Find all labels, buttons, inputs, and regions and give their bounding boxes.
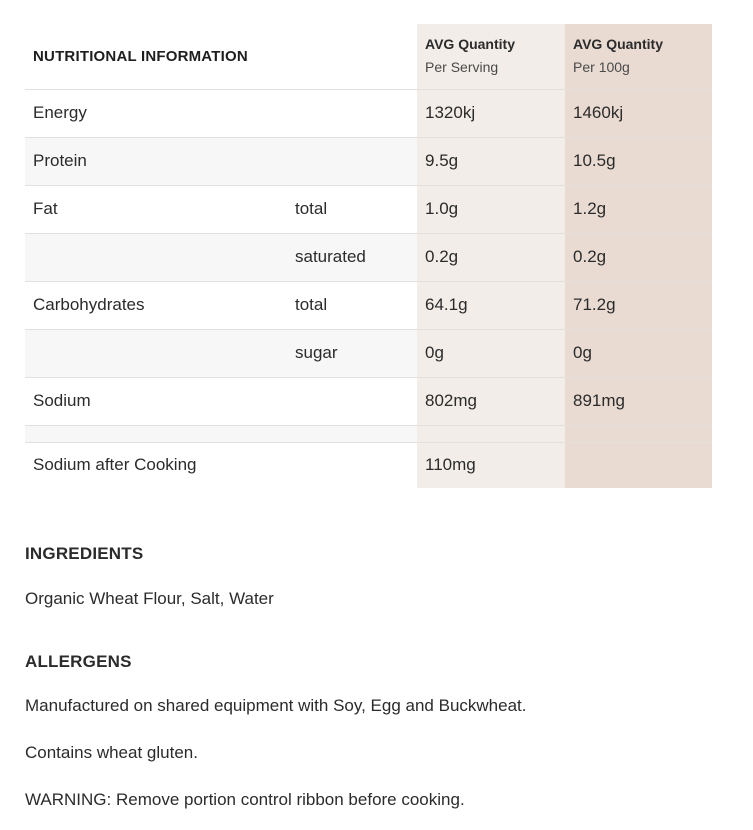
- header-per-100g-main: AVG Quantity: [573, 36, 663, 52]
- row-sublabel: total: [295, 199, 328, 218]
- row-sublabel: [287, 442, 417, 488]
- row-sublabel: total: [295, 295, 328, 314]
- header-per-serving: [417, 24, 565, 89]
- row-label: Sodium: [33, 391, 91, 410]
- row-per-100g: [565, 425, 712, 442]
- row-label: Energy: [33, 103, 87, 122]
- row-per-serving: 1320kj: [417, 89, 565, 137]
- header-per-100g-sub: Per 100g: [573, 59, 630, 75]
- header-per-serving-main: AVG Quantity: [425, 36, 515, 52]
- ingredients-text: Organic Wheat Flour, Salt, Water: [25, 589, 274, 608]
- nutrition-row-carbohydrates-total: [25, 281, 712, 329]
- row-sublabel: [287, 137, 417, 185]
- row-per-serving: [417, 425, 565, 442]
- row-label: [25, 329, 287, 377]
- row-sublabel: saturated: [287, 233, 417, 281]
- nutrition-row-fat-saturated: [25, 233, 712, 281]
- row-per-serving: 0g: [417, 329, 565, 377]
- row-per-100g: 0g: [565, 329, 712, 377]
- nutrition-row-sodium-after-cooking: [25, 442, 712, 488]
- allergens-heading: ALLERGENS: [25, 652, 132, 671]
- row-per-100g: 71.2g: [565, 281, 712, 329]
- nutrition-table: [25, 24, 712, 488]
- row-per-100g: 891mg: [565, 377, 712, 425]
- row-per-100g: 0.2g: [565, 233, 712, 281]
- row-label: Fat: [33, 199, 58, 218]
- header-per-100g: [565, 24, 712, 89]
- row-sublabel: [287, 89, 417, 137]
- row-label: [25, 233, 287, 281]
- nutrition-title: NUTRITIONAL INFORMATION: [33, 47, 248, 65]
- row-per-serving: 110mg: [417, 442, 565, 488]
- row-label: Protein: [25, 137, 287, 185]
- allergens-warning-text: WARNING: Remove portion control ribbon before cooking.: [25, 790, 465, 809]
- nutrition-row-spacer: [25, 425, 712, 442]
- ingredients-heading: INGREDIENTS: [25, 544, 144, 563]
- row-per-serving: 64.1g: [417, 281, 565, 329]
- row-per-100g: [565, 442, 712, 488]
- row-per-100g: 10.5g: [565, 137, 712, 185]
- header-per-serving-sub: Per Serving: [425, 59, 499, 75]
- nutrition-header-row: [25, 24, 712, 89]
- nutrition-row-sodium: [25, 377, 712, 425]
- nutrition-row-energy: [25, 89, 712, 137]
- row-sublabel: [287, 377, 417, 425]
- row-label: Sodium after Cooking: [33, 455, 197, 475]
- row-per-serving: 802mg: [417, 377, 565, 425]
- allergens-shared-equipment-text: Manufactured on shared equipment with Soy, Egg and Buckwheat.: [25, 696, 527, 715]
- nutrition-row-protein: [25, 137, 712, 185]
- nutrition-row-fat-total: [25, 185, 712, 233]
- nutrition-row-carbohydrates-sugar: [25, 329, 712, 377]
- row-per-100g: 1460kj: [565, 89, 712, 137]
- row-per-serving: 0.2g: [417, 233, 565, 281]
- nutrition-table-container: [25, 24, 712, 488]
- row-per-serving: 1.0g: [417, 185, 565, 233]
- allergens-gluten-text: Contains wheat gluten.: [25, 743, 198, 762]
- row-sublabel: sugar: [287, 329, 417, 377]
- row-label: [25, 425, 287, 442]
- row-per-serving: 9.5g: [417, 137, 565, 185]
- row-sublabel: [287, 425, 417, 442]
- row-label: Carbohydrates: [33, 295, 145, 314]
- row-per-100g: 1.2g: [565, 185, 712, 233]
